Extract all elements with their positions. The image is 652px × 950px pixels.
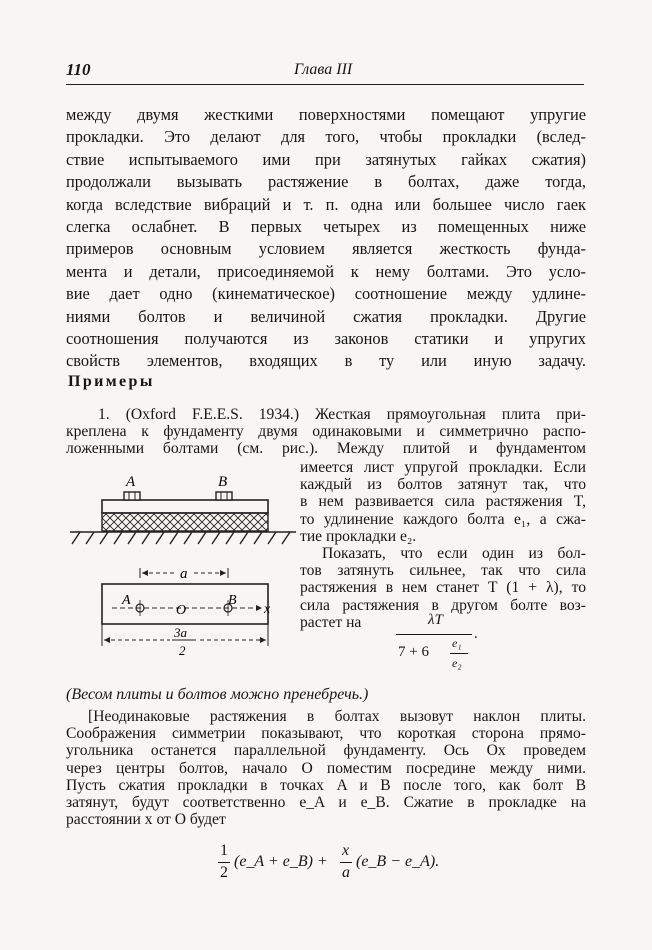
page-header (66, 58, 584, 85)
example-line: ложенными болтами (см. рис.). Между плитой и фундаментом (66, 440, 586, 458)
bolt-b-icon (216, 492, 232, 500)
paragraph-line: прокладки. Это делают для того, чтобы прокладки (вслед- (66, 127, 586, 147)
example-line: растет на (300, 613, 362, 631)
label-x: x (264, 602, 271, 617)
formula2-half-numerator: 1 (220, 842, 228, 859)
example-line: в нем развивается сила растяжения T, (300, 493, 586, 511)
formula1-period: . (474, 626, 478, 642)
example-line: каждый из болтов затянут так, что (300, 476, 586, 494)
example-line: креплена к фундаменту двумя одинаковыми и симметрично распо- (66, 423, 586, 441)
paragraph-line: продолжали вызывать растяжение в болтах, даже тогда, (66, 172, 586, 192)
paragraph-line: ниями болтов и величиной сжатия прокладки. Другие (66, 306, 586, 326)
example-line: Показать, что если один из бол- (322, 545, 586, 563)
formula-force-increase (394, 612, 484, 676)
example-line: 1. (Oxford F.E.E.S. 1934.) Жесткая прямоугольная плита при- (98, 406, 586, 423)
example-line: то удлинение каждого болта e₁, а сжа- (300, 510, 586, 528)
formula1-inner-denominator: e₂ (452, 656, 462, 670)
paragraph-line: между двумя жесткими поверхностями помещают упругие (66, 105, 586, 124)
label-b-top: B (218, 474, 228, 490)
formula2-x-numerator: x (342, 842, 350, 859)
foundation-ground (70, 532, 296, 544)
solution-line: [Неодинаковые растяжения в болтах вызовут наклон плиты. (88, 708, 586, 725)
example-line: сила растяжения в другом болте воз- (300, 596, 586, 614)
chapter-title: Глава III (294, 61, 353, 78)
paragraph-line: свойств элементов, входящих в ту или иную задачу. (66, 351, 586, 371)
bolted-plate-figure (66, 466, 300, 666)
section-heading: Примеры (68, 373, 155, 390)
formula2-x-denominator: a (342, 864, 350, 881)
bolt-a-icon (124, 492, 140, 500)
example-1-full (66, 406, 586, 458)
formula2-half-denominator: 2 (220, 864, 228, 881)
elastic-pad (102, 513, 268, 531)
dim-a-label: a (180, 566, 188, 582)
dim-3a-denominator: 2 (179, 643, 186, 658)
intro-paragraph (66, 104, 586, 373)
formula1-inner-numerator: e₁ (452, 636, 462, 650)
label-a-plan: A (122, 593, 131, 608)
formula-pad-compression (218, 842, 458, 884)
solution-text (66, 708, 586, 828)
example-line: имеется лист упругой прокладки. Если (300, 459, 586, 476)
solution-line: через центры болтов, начало O поместим посредине между ними. (66, 759, 586, 777)
paragraph-line: вие дает одно (кинематическое) соотношение между удлине- (66, 284, 586, 304)
example-side-text (300, 459, 586, 631)
solution-line: расстоянии x от O будет (66, 811, 226, 829)
label-origin: O (176, 603, 187, 618)
formula2-part2: (e_B − e_A). (356, 853, 440, 870)
formula1-inner-fraction-bar (450, 653, 468, 654)
example-line: растяжения в нем станет T (1 + λ), то (300, 579, 586, 597)
solution-line: Пусть сжатия прокладки в точках A и B после того, как болт B (66, 776, 586, 794)
paragraph-line: когда вследствие вибраций и т. п. одна или большее число гаек (66, 194, 586, 214)
dim-3a-numerator: 3a (174, 625, 187, 640)
plate (102, 500, 268, 513)
label-b-plan: B (228, 593, 237, 608)
paragraph-line: слегка ослабнет. В первых четырех из помещенных ниже (66, 217, 586, 237)
note-neglect-weight: (Весом плиты и болтов можно пренебречь.) (66, 686, 369, 703)
paragraph-line: соотношения получаются из законов статики и упругих (66, 329, 586, 349)
formula1-denominator: 7 + 6 (398, 644, 429, 660)
example-line: тов затянуть сильнее, так что сила (300, 562, 586, 580)
formula1-numerator: λT (428, 612, 443, 628)
formula2-part1: (e_A + e_B) + (234, 853, 328, 870)
paragraph-line: ствие испытываемого ими при затянутых гайках сжатия) (66, 149, 586, 169)
paragraph-line: примеров основным условием является жесткость фунда- (66, 239, 586, 259)
x-axis-arrow-icon (256, 605, 262, 611)
example-line: тие прокладки e₂. (300, 527, 417, 545)
solution-line: угольника останется параллельной фундаменту. Ось Ox проведем (66, 742, 586, 760)
label-a-top: A (126, 474, 136, 490)
paragraph-line: мента и детали, присоединяемой к нему болтами. Это усло- (66, 261, 586, 281)
solution-line: Соображения симметрии показывают, что короткая сторона прямо- (66, 725, 586, 743)
page-number: 110 (66, 60, 91, 79)
solution-line: затянут, будут соответственно e_A и e_B. Сжатие в прокладке на (66, 794, 586, 812)
